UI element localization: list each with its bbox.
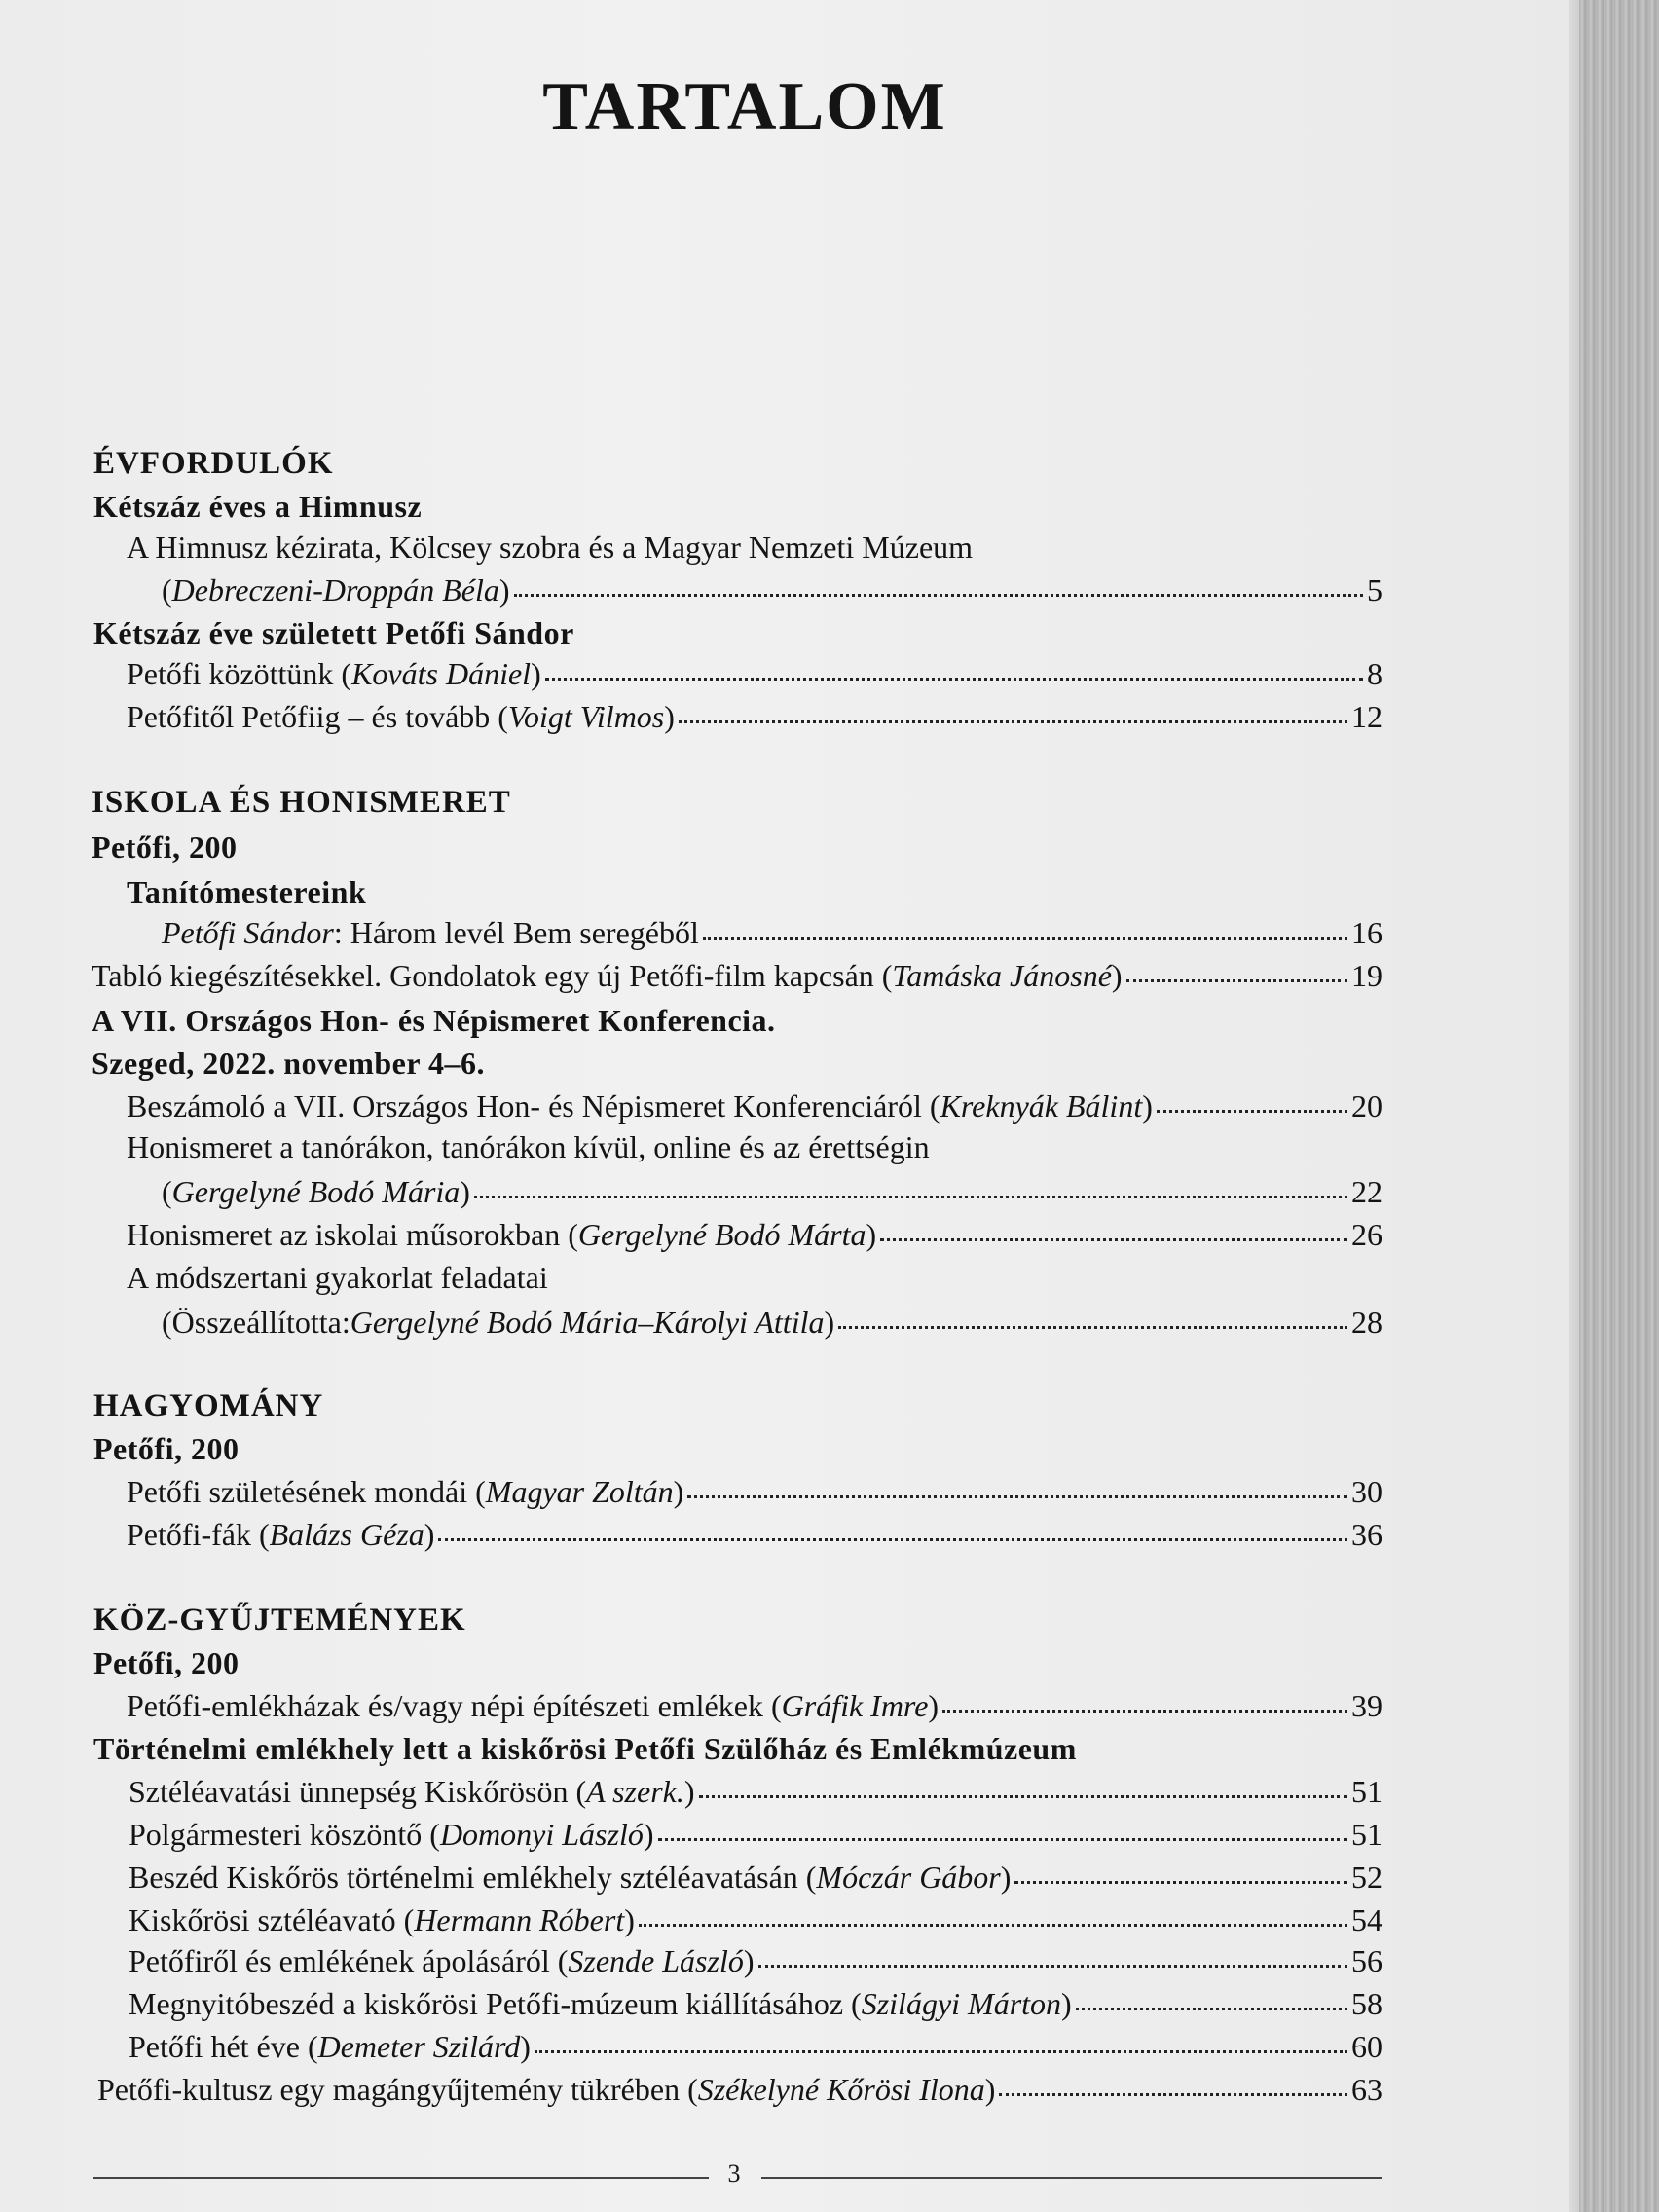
entry-page-number: 60 <box>1351 2029 1382 2064</box>
subsection-kiskorosi-emlekhely: Történelmi emlékhely lett a kiskőrösi Petőfi Szülőház és Emlékmúzeum <box>93 1731 1077 1766</box>
dot-leader <box>474 1196 1347 1198</box>
toc-entry[interactable]: Petőfi-kultusz egy magángyűjtemény tükrében ( Székelyné Kőrösi Ilona ) 63 <box>97 2072 1382 2107</box>
subsection-himnusz: Kétszáz éves a Himnusz <box>93 489 423 524</box>
entry-page-number: 30 <box>1351 1474 1382 1509</box>
toc-entry[interactable]: Petőfi születésének mondái ( Magyar Zoltán ) 30 <box>127 1474 1382 1509</box>
toc-entry[interactable]: ( Debreczeni-Droppán Béla ) 5 <box>162 572 1382 608</box>
entry-page-number: 12 <box>1351 699 1382 734</box>
dot-leader <box>1157 1110 1347 1113</box>
entry-author: Demeter Szilárd <box>317 2029 521 2064</box>
subsection-tanitomestereink: Tanítómestereink <box>127 874 367 909</box>
toc-entry[interactable]: Petőfi-fák ( Balázs Géza ) 36 <box>127 1517 1382 1552</box>
page-edge <box>1569 0 1579 2212</box>
subsection-petofi-200: Petőfi, 200 <box>93 1645 240 1680</box>
toc-entry[interactable]: Sztéléavatási ünnepség Kiskőrösön ( A szerk. ) 51 <box>129 1774 1382 1809</box>
toc-entry-text <box>127 1260 548 1296</box>
dot-leader <box>687 1495 1347 1498</box>
toc-entry[interactable]: Honismeret az iskolai műsorokban ( Gergelyné Bodó Márta ) 26 <box>127 1217 1382 1252</box>
entry-author: Szende László <box>568 1943 744 1978</box>
toc-entry[interactable]: Petőfi-emlékházak és/vagy népi építészeti emlékek ( Gráfik Imre ) 39 <box>127 1688 1382 1723</box>
dot-leader <box>679 720 1347 723</box>
dot-leader <box>658 1838 1348 1841</box>
entry-page-number: 16 <box>1351 915 1382 950</box>
section-heading-koz-gyujtemenyek: KÖZ-GYŰJTEMÉNYEK <box>93 1603 466 1638</box>
entry-page-number: 39 <box>1351 1688 1382 1723</box>
subsection-petofi-200: Petőfi, 200 <box>93 1431 240 1466</box>
entry-author: A szerk. <box>586 1774 684 1809</box>
dot-leader <box>1014 1881 1347 1884</box>
entry-author: Debreczeni-Droppán Béla <box>171 572 499 608</box>
toc-entry[interactable]: (Összeállította: Gergelyné Bodó Mária–Károlyi Attila ) 28 <box>162 1305 1382 1340</box>
entry-author: Balázs Géza <box>269 1517 424 1552</box>
subsection-konferencia-date: Szeged, 2022. november 4–6. <box>92 1046 485 1081</box>
dot-leader <box>880 1238 1347 1241</box>
entry-page-number: 56 <box>1351 1943 1382 1978</box>
toc-entry[interactable]: Megnyitóbeszéd a kiskőrösi Petőfi-múzeum kiállításához ( Szilágyi Márton ) 58 <box>129 1986 1382 2021</box>
toc-entry-text <box>127 530 973 566</box>
section-heading-evfordulok: ÉVFORDULÓK <box>93 446 334 481</box>
entry-page-number: 8 <box>1367 656 1382 691</box>
entry-author: Kreknyák Bálint <box>940 1088 1143 1124</box>
entry-author: Kováts Dániel <box>351 656 532 691</box>
entry-page-number: 26 <box>1351 1217 1382 1252</box>
entry-author: Domonyi László <box>439 1817 644 1852</box>
toc-entry[interactable]: Petőfi közöttünk ( Kováts Dániel ) 8 <box>127 656 1382 691</box>
entry-page-number: 36 <box>1351 1517 1382 1552</box>
entry-author: Tamáska Jánosné <box>892 958 1112 993</box>
dot-leader <box>639 1924 1347 1927</box>
entry-page-number: 52 <box>1351 1860 1382 1895</box>
entry-page-number: 5 <box>1367 572 1382 608</box>
entry-page-number: 58 <box>1351 1986 1382 2021</box>
entry-title: A Himnusz kézirata, Kölcsey szobra és a Magyar Nemzeti Múzeum <box>127 530 974 565</box>
dot-leader <box>699 1795 1348 1798</box>
entry-author: Gráfik Imre <box>781 1688 929 1723</box>
dot-leader <box>703 937 1347 940</box>
toc-entry-text <box>127 1129 930 1165</box>
dot-leader <box>1076 2008 1347 2010</box>
section-heading-iskola: ISKOLA ÉS HONISMERET <box>92 785 511 820</box>
section-heading-hagyomany: HAGYOMÁNY <box>93 1388 324 1423</box>
entry-title: A módszertani gyakorlat feladatai <box>127 1260 548 1295</box>
toc-entry[interactable]: Tabló kiegészítésekkel. Gondolatok egy új Petőfi-film kapcsán ( Tamáska Jánosné ) 19 <box>92 958 1382 993</box>
toc-entry[interactable]: Petőfi hét éve ( Demeter Szilárd ) 60 <box>129 2029 1382 2064</box>
toc-entry[interactable]: ( Gergelyné Bodó Mária ) 22 <box>162 1174 1382 1209</box>
entry-page-number: 22 <box>1351 1174 1382 1209</box>
toc-entry[interactable]: Petőfi Sándor : Három levél Bem seregéből 16 <box>162 915 1382 950</box>
footer-rule-left <box>93 2177 709 2179</box>
entry-page-number: 63 <box>1351 2072 1382 2107</box>
entry-author: Gergelyné Bodó Márta <box>577 1217 866 1252</box>
entry-author: Magyar Zoltán <box>485 1474 674 1509</box>
dot-leader <box>942 1710 1347 1713</box>
entry-author: Móczár Gábor <box>816 1860 1001 1895</box>
dot-leader <box>514 594 1363 597</box>
toc-entry[interactable]: Kiskőrösi sztéléavató ( Hermann Róbert ) 54 <box>129 1902 1382 1937</box>
entry-page-number: 51 <box>1351 1817 1382 1852</box>
dot-leader <box>838 1326 1347 1329</box>
subsection-petofi: Kétszáz éve született Petőfi Sándor <box>93 615 574 650</box>
footer-rule-right <box>761 2177 1382 2179</box>
entry-author: Hermann Róbert <box>414 1902 625 1937</box>
toc-entry[interactable]: Petőfitől Petőfiig – és tovább ( Voigt Vilmos ) 12 <box>127 699 1382 734</box>
page-title: TARTALOM <box>542 69 947 144</box>
dot-leader <box>999 2093 1347 2096</box>
entry-page-number: 51 <box>1351 1774 1382 1809</box>
toc-entry[interactable]: Beszámoló a VII. Országos Hon- és Népismeret Konferenciáról ( Kreknyák Bálint ) 20 <box>127 1088 1382 1124</box>
entry-author: Szilágyi Márton <box>861 1986 1062 2021</box>
entry-page-number: 54 <box>1351 1902 1382 1937</box>
entry-author: Gergelyné Bodó Mária–Károlyi Attila <box>350 1305 825 1340</box>
entry-page-number: 28 <box>1351 1305 1382 1340</box>
dot-leader <box>535 2050 1347 2053</box>
entry-author: Voigt Vilmos <box>507 699 665 734</box>
entry-author: Gergelyné Bodó Mária <box>171 1174 461 1209</box>
toc-entry[interactable]: Polgármesteri köszöntő ( Domonyi László ) 51 <box>129 1817 1382 1852</box>
dot-leader <box>545 678 1363 681</box>
dot-leader <box>1126 979 1347 982</box>
dot-leader <box>758 1965 1348 1968</box>
subsection-petofi-200: Petőfi, 200 <box>92 830 238 865</box>
page-number: 3 <box>727 2159 741 2188</box>
entry-page-number: 20 <box>1351 1088 1382 1124</box>
toc-entry[interactable]: Petőfiről és emlékének ápolásáról ( Szende László ) 56 <box>129 1943 1382 1978</box>
book-binding <box>1579 0 1659 2212</box>
toc-entry[interactable]: Beszéd Kiskőrös történelmi emlékhely sztéléavatásán ( Móczár Gábor ) 52 <box>129 1860 1382 1895</box>
entry-title: Honismeret a tanórákon, tanórákon kívül, online és az érettségin <box>127 1129 930 1164</box>
subsection-konferencia: A VII. Országos Hon- és Népismeret Konferencia. <box>92 1003 776 1038</box>
entry-page-number: 19 <box>1351 958 1382 993</box>
entry-author: Székelyné Kőrösi Ilona <box>697 2072 985 2107</box>
dot-leader <box>438 1538 1347 1541</box>
entry-author: Petőfi Sándor <box>162 915 334 950</box>
